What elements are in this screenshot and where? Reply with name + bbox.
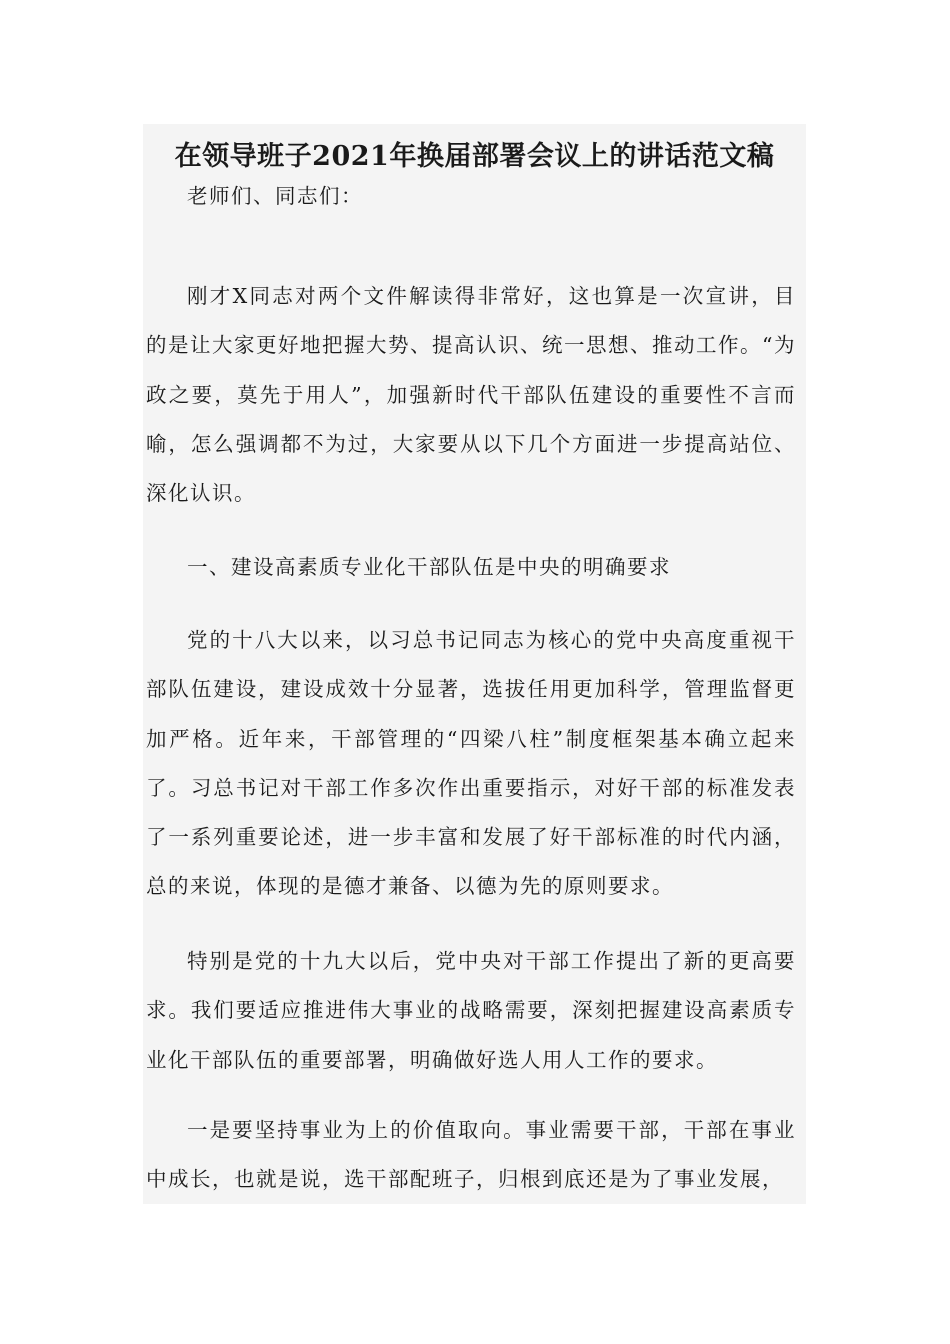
salutation-paragraph: 老师们、同志们：: [187, 184, 363, 208]
section-heading: 一、建设高素质专业化干部队伍是中央的明确要求: [187, 555, 671, 579]
body-paragraph: 党的十八大以来，以习总书记同志为核心的党中央高度重视干部队伍建设，建设成效十分显著，选拔任用更加科学，管理监督更加严格。近年来，干部管理的“四梁八柱”制度框架基本确立起来了。习总书记对干部工作多次作出重要指示，对好干部的标准发表了一系列重要论述，进一步丰富和发展了好干部标准的时代内涵，总的来说，体现的是德才兼备、以德为先的原则要求。: [146, 628, 796, 899]
body-paragraph: 一是要坚持事业为上的价值取向。事业需要干部，干部在事业中成长，也就是说，选干部配班子，归根到底还是为了事业发展，: [146, 1118, 796, 1192]
opening-paragraph: 刚才X同志对两个文件解读得非常好，这也算是一次宣讲，目的是让大家更好地把握大势、提高认识、统一思想、推动工作。“为政之要，莫先于用人”，加强新时代干部队伍建设的重要性不言而喻，怎么强调都不为过，大家要从以下几个方面进一步提高站位、深化认识。: [146, 284, 796, 506]
document-page: [143, 124, 806, 1204]
body-paragraph: 特别是党的十九大以后，党中央对干部工作提出了新的更高要求。我们要适应推进伟大事业的战略需要，深刻把握建设高素质专业化干部队伍的重要部署，明确做好选人用人工作的要求。: [146, 949, 796, 1072]
document-title: 在领导班子2021年换届部署会议上的讲话范文稿: [174, 141, 775, 172]
